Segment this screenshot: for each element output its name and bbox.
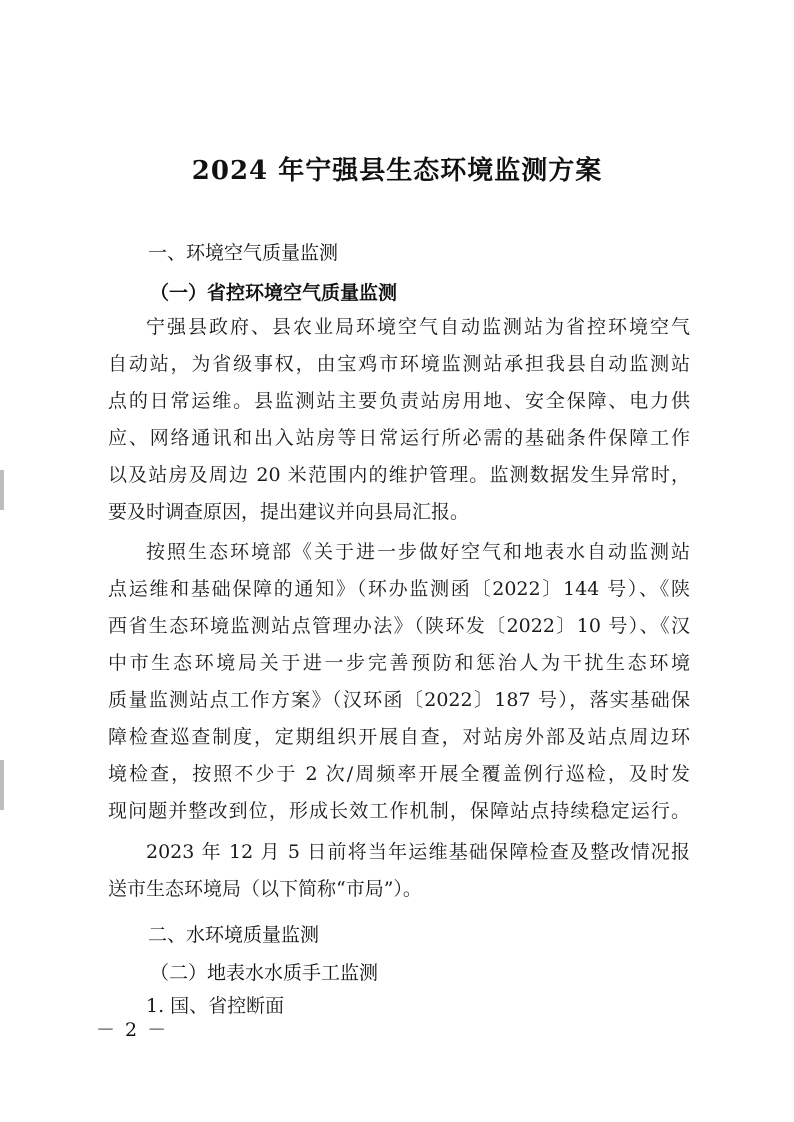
paragraph-line: 境检查，按照不少于 2 次/周频率开展全覆盖例行巡检，及时发 [108, 763, 690, 785]
paragraph-line: 应、网络通讯和出入站房等日常运行所必需的基础条件保障工作 [108, 427, 690, 449]
paragraph-line: 质量监测站点工作方案》（汉环函〔2022〕187 号），落实基础保 [108, 689, 690, 711]
paragraph-line: 点的日常运维。县监测站主要负责站房用地、安全保障、电力供 [108, 390, 690, 412]
paragraph-line: 2023 年 12 月 5 日前将当年运维基础保障检查及整改情况报 [146, 841, 690, 863]
paragraph-line: 点运维和基础保障的通知》（环办监测函〔2022〕144 号）、《陕 [108, 578, 690, 600]
list-item: 1. 国、省控断面 [146, 995, 285, 1017]
paragraph-line: 送市生态环境局（以下简称“市局”）。 [108, 878, 422, 900]
subsection-heading-1: （一）省控环境空气质量监测 [150, 282, 398, 304]
document-title: 2024 年宁强县生态环境监测方案 [191, 156, 603, 186]
scan-edge-mark [0, 760, 4, 810]
paragraph-line: 以及站房及周边 20 米范围内的维护管理。监测数据发生异常时， [108, 464, 690, 486]
section-heading-1: 一、环境空气质量监测 [148, 242, 339, 264]
paragraph-line: 宁强县政府、县农业局环境空气自动监测站为省控环境空气 [146, 316, 690, 338]
paragraph-line: 自动站，为省级事权，由宝鸡市环境监测站承担我县自动监测站 [108, 353, 690, 375]
section-heading-2: 二、水环境质量监测 [148, 924, 320, 946]
page-number: － 2 － [96, 1019, 169, 1041]
paragraph-line: 现问题并整改到位，形成长效工作机制，保障站点持续稳定运行。 [108, 800, 690, 822]
paragraph-line: 中市生态环境局关于进一步完善预防和惩治人为干扰生态环境 [108, 652, 690, 674]
paragraph-line: 障检查巡查制度，定期组织开展自查，对站房外部及站点周边环 [108, 726, 690, 748]
paragraph-line: 按照生态环境部《关于进一步做好空气和地表水自动监测站 [146, 541, 690, 563]
subsection-heading-2: （二）地表水水质手工监测 [150, 962, 379, 984]
paragraph-line: 西省生态环境监测站点管理办法》（陕环发〔2022〕10 号）、《汉 [108, 615, 690, 637]
scan-edge-mark [0, 470, 4, 510]
paragraph-line: 要及时调查原因，提出建议并向县局汇报。 [108, 501, 470, 523]
